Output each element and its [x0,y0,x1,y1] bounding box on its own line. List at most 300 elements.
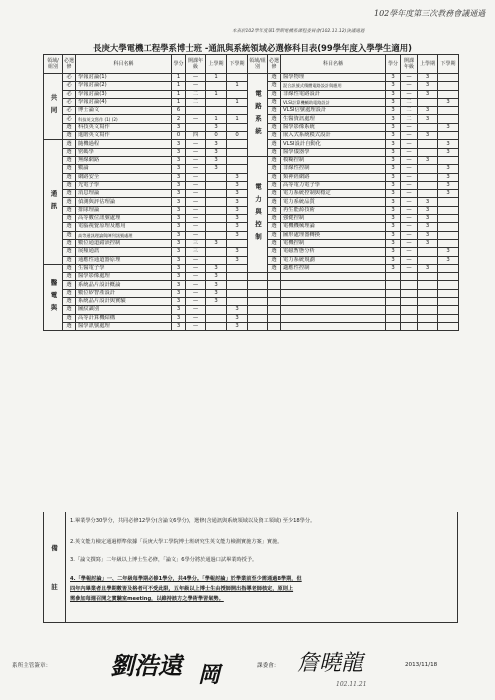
required-elective-cell: 選 [268,231,281,239]
grade-cell: — [401,165,418,173]
grade-cell: — [186,306,206,314]
grade-cell: — [401,256,418,264]
fall-semester-cell: 3 [418,231,438,239]
spring-semester-cell [438,107,459,115]
column-header: 必選修 [63,55,76,74]
grade-cell: — [401,148,418,156]
table-row [44,298,248,306]
empty-row [248,314,459,322]
group-label: 電力與控制 [248,156,268,272]
grade-cell: — [186,281,206,289]
required-elective-cell: 選 [268,256,281,264]
table-row [248,256,459,264]
spring-semester-cell: 3 [227,190,248,198]
credit-cell: 3 [172,140,186,148]
course-name-cell: 電機控制 [281,239,386,247]
spring-semester-cell: 1 [227,82,248,90]
required-elective-cell: 選 [268,140,281,148]
spring-semester-cell [438,156,459,164]
empty-cell [418,281,438,289]
empty-cell [248,306,268,314]
spring-semester-cell [227,273,248,281]
course-name-cell: 系統晶片設計概論 [76,281,172,289]
spring-semester-cell: 3 [438,248,459,256]
fall-semester-cell: 3 [418,239,438,247]
group-label: 電路系統 [248,74,268,157]
empty-cell [438,306,459,314]
credit-cell: 6 [172,107,186,115]
empty-cell [248,289,268,297]
credit-cell: 3 [172,289,186,297]
empty-row [248,298,459,306]
course-name-cell: 醫學儀器學 [281,148,386,156]
credit-cell: 3 [172,198,186,206]
empty-cell [401,314,418,322]
spring-semester-cell: 3 [227,223,248,231]
grade-cell: — [186,223,206,231]
fall-semester-cell: 3 [206,298,227,306]
required-elective-cell: 選 [268,206,281,214]
course-name-cell: 隨機過程 [76,140,172,148]
empty-cell [438,314,459,322]
grade-cell: — [186,322,206,330]
empty-cell [248,281,268,289]
handwritten-approval-note: 102學年度第三次教務會議通過 [374,9,486,18]
table-header-row [44,55,248,74]
credit-cell: 3 [172,264,186,272]
fall-semester-cell [418,165,438,173]
required-elective-cell: 必 [63,115,76,123]
required-elective-cell: 選 [63,223,76,231]
course-name-cell: 醫學訊號處理 [76,322,172,330]
credit-cell: 3 [172,165,186,173]
signature-row [0,640,495,690]
course-name-cell: 光電子學 [76,181,172,189]
empty-cell [248,314,268,322]
empty-cell [248,322,268,330]
table-row [44,90,248,98]
grade-cell: — [186,173,206,181]
fall-semester-cell: 3 [418,223,438,231]
course-table-right [247,54,459,331]
required-elective-cell: 選 [268,181,281,189]
spring-semester-cell [438,90,459,98]
fall-semester-cell: 3 [206,123,227,131]
credit-cell: 1 [172,74,186,82]
empty-cell [281,281,386,289]
spring-semester-cell: 3 [227,198,248,206]
required-elective-cell: 必 [63,98,76,106]
spring-semester-cell: 0 [227,132,248,140]
required-elective-cell: 選 [63,140,76,148]
committee-signature: 詹曉龍 [297,651,364,676]
table-row [44,198,248,206]
course-name-cell: 再生能源技術 [281,206,386,214]
grade-cell: — [186,314,206,322]
empty-cell [418,314,438,322]
empty-cell [268,298,281,306]
credit-cell: 3 [172,231,186,239]
grade-cell: — [401,198,418,206]
credit-cell: 3 [172,273,186,281]
fall-semester-cell: 3 [418,215,438,223]
table-row [248,132,459,140]
grade-cell: — [186,82,206,90]
empty-cell [386,298,401,306]
table-row [44,98,248,106]
course-name-cell: 電機機械理論 [281,223,386,231]
spring-semester-cell [227,298,248,306]
course-name-cell: 圖紋識別 [76,306,172,314]
grade-cell: 二 [401,115,418,123]
spring-semester-cell [227,123,248,131]
column-header: 科目名稱 [76,55,172,74]
required-elective-cell: 選 [63,198,76,206]
table-row [44,190,248,198]
fall-semester-cell: 3 [206,148,227,156]
spring-semester-cell: 3 [227,322,248,330]
empty-cell [386,314,401,322]
table-row [248,239,459,247]
course-name-cell: 非線性控制 [281,165,386,173]
spring-semester-cell: 3 [438,98,459,106]
grade-cell: 二 [401,107,418,115]
course-name-cell: 高等電力電子學 [281,181,386,189]
table-row [248,181,459,189]
credit-cell: 3 [172,123,186,131]
credit-cell: 3 [172,215,186,223]
course-name-cell: 無線網路 [76,156,172,164]
required-elective-cell: 選 [268,165,281,173]
fall-semester-cell: 3 [418,74,438,82]
note-4-line-1: 4.「學報討論」一、二年級每學期必修1學分，共4學分。「學報討論」於學業前至少需通過8學期，但 [70,576,302,582]
empty-cell [401,306,418,314]
course-name-cell: 偵測與評估理論 [76,198,172,206]
table-row [44,148,248,156]
table-row [44,115,248,123]
spring-semester-cell: 3 [438,256,459,264]
table-row [44,322,248,330]
empty-row [248,306,459,314]
required-elective-cell: 選 [63,123,76,131]
committee-label: 課委會： [257,663,280,669]
grade-cell: — [401,173,418,181]
note-4-line-2: 四年內畢業者且學期數皆及格者可不受此限，五年級以上博士生由授師開出指導老師核定，原則上 [70,586,294,592]
empty-cell [438,322,459,330]
credit-cell: 2 [172,115,186,123]
required-elective-cell: 選 [63,165,76,173]
fall-semester-cell: 0 [206,132,227,140]
spring-semester-cell: 1 [227,115,248,123]
table-row [248,190,459,198]
spring-semester-cell: 3 [227,306,248,314]
grade-cell: — [401,206,418,214]
course-name-cell: 網路安全 [76,173,172,181]
required-elective-cell: 選 [268,264,281,272]
table-row [44,156,248,164]
required-elective-cell: 選 [63,231,76,239]
table-row [248,198,459,206]
credit-cell: 3 [386,82,401,90]
required-elective-cell: 選 [268,148,281,156]
table-row [248,165,459,173]
empty-cell [281,306,386,314]
grade-cell: — [186,273,206,281]
course-name-cell: 博士論文 [76,107,172,115]
credit-cell: 3 [386,231,401,239]
grade-cell: — [186,231,206,239]
required-elective-cell: 選 [268,190,281,198]
fall-semester-cell [418,140,438,148]
empty-cell [386,289,401,297]
fall-semester-cell: 3 [206,156,227,164]
credit-cell: 3 [386,115,401,123]
fall-semester-cell [206,107,227,115]
table-row [248,248,459,256]
empty-cell [401,289,418,297]
credit-cell: 3 [386,190,401,198]
table-row [44,165,248,173]
table-row [248,123,459,131]
fall-semester-cell [206,231,227,239]
grade-cell [186,123,206,131]
course-name-cell: 學報討論(1) [76,74,172,82]
grade-cell: 二 [186,98,206,106]
spring-semester-cell [438,132,459,140]
grade-cell: — [186,74,206,82]
column-header: 下學期 [227,55,248,74]
empty-cell [268,281,281,289]
table-row [44,281,248,289]
course-name-cell: 混合訊號式積體電路設計與應用 [281,82,386,90]
note-1: 1.畢業學分30學分，共同必修12學分(含論文6學分)，選修(含通訊與系統領域以及資工領域) 至少18學分。 [70,518,316,524]
table-row [248,148,459,156]
empty-cell [268,314,281,322]
column-header: 領域/組別 [44,55,63,74]
fall-semester-cell: 3 [206,289,227,297]
grade-cell: — [186,165,206,173]
credit-cell: 3 [386,173,401,181]
table-row [44,223,248,231]
table-row [248,264,459,272]
empty-cell [401,273,418,281]
spring-semester-cell [227,239,248,247]
grade-cell: — [401,239,418,247]
column-header: 領域/組別 [248,55,268,74]
spring-semester-cell: 3 [227,181,248,189]
fall-semester-cell [206,206,227,214]
spring-semester-cell [227,74,248,82]
credit-cell: 3 [386,156,401,164]
fall-semester-cell: 1 [206,90,227,98]
column-header: 上學期 [206,55,227,74]
spring-semester-cell [227,90,248,98]
credit-cell: 3 [386,123,401,131]
required-elective-cell: 選 [63,298,76,306]
table-row [44,264,248,272]
course-name-cell: 數位矽智產設計 [76,289,172,297]
required-elective-cell: 選 [63,181,76,189]
course-name-cell: 學報討論(2) [76,82,172,90]
grade-cell: 二 [186,90,206,98]
course-name-cell: 高等通訊理論與陣列訊號處理 [76,231,172,239]
fall-semester-cell: 3 [418,90,438,98]
empty-cell [418,273,438,281]
table-row [44,181,248,189]
course-name-cell: 生醫資訊處理 [281,115,386,123]
credit-cell: 3 [172,314,186,322]
credit-cell: 3 [386,165,401,173]
empty-cell [418,298,438,306]
required-elective-cell: 選 [268,82,281,90]
course-name-cell: 消息理論 [76,190,172,198]
credit-cell: 3 [386,248,401,256]
fall-semester-cell [418,248,438,256]
fall-semester-cell: 1 [206,115,227,123]
course-name-cell: 電力系統規劃 [281,256,386,264]
credit-cell: 3 [172,223,186,231]
course-name-cell: 類神經網路 [281,173,386,181]
spring-semester-cell [438,231,459,239]
table-row [248,107,459,115]
empty-cell [281,289,386,297]
fall-semester-cell: 3 [418,115,438,123]
required-elective-cell: 選 [63,322,76,330]
credit-cell: 3 [172,256,186,264]
empty-cell [281,322,386,330]
empty-cell [268,273,281,281]
empty-row [248,281,459,289]
grade-cell: 二 [401,98,418,106]
credit-cell: 3 [386,140,401,148]
credit-cell: 3 [386,206,401,214]
fall-semester-cell [206,82,227,90]
fall-semester-cell [418,181,438,189]
required-elective-cell: 選 [63,281,76,289]
spring-semester-cell [227,165,248,173]
course-name-cell: 數論 [76,165,172,173]
spring-semester-cell: 3 [227,256,248,264]
fall-semester-cell: 1 [206,74,227,82]
fall-semester-cell: 3 [418,206,438,214]
spring-semester-cell: 3 [227,173,248,181]
notes-label-bottom: 註 [51,583,58,591]
grade-cell: — [186,115,206,123]
grade-cell: — [186,298,206,306]
spring-semester-cell: 3 [227,248,248,256]
director-signature: 劉浩遠 [110,651,182,680]
required-elective-cell: 必 [63,107,76,115]
note-4-line-3: 需參加每週召開之實驗室meeting，以維持該方之學術學習氣勢。 [70,596,224,602]
empty-cell [386,281,401,289]
column-header: 開課年級 [186,55,206,74]
spring-semester-cell [227,264,248,272]
required-elective-cell: 選 [268,215,281,223]
spring-semester-cell: 3 [438,173,459,181]
director-label: 系所主管簽章： [12,663,52,669]
spring-semester-cell [227,289,248,297]
course-name-cell: 通應性通道器原理 [76,256,172,264]
grade-cell: — [401,140,418,148]
course-name-cell: 展頻通訊 [76,248,172,256]
spring-semester-cell: 3 [438,148,459,156]
empty-cell [386,273,401,281]
course-name-cell: 非線性電路設計 [281,90,386,98]
fall-semester-cell [206,190,227,198]
empty-cell [438,298,459,306]
fall-semester-cell [418,98,438,106]
fall-semester-cell [418,256,438,264]
group-label: 通訊 [44,140,63,264]
grade-cell: — [186,140,206,148]
initials-signature: 岡 [198,662,221,688]
table-header-row [248,55,459,74]
table-row [44,273,248,281]
handwritten-date: 102.11.21 [336,681,367,688]
table-row [248,206,459,214]
grade-cell: — [401,181,418,189]
table-row [248,223,459,231]
table-row [44,132,248,140]
course-name-cell: 生醫電子學 [76,264,172,272]
course-name-cell: 進階英文寫作 [76,132,172,140]
grade-cell: — [186,181,206,189]
column-header: 學分 [172,55,186,74]
course-name-cell: 科技英文寫作 (1) (2) [76,115,172,123]
table-row [248,74,459,82]
required-elective-cell: 選 [268,123,281,131]
required-elective-cell: 選 [268,90,281,98]
empty-cell [418,289,438,297]
course-name-cell: 電腦視覺原理及應用 [76,223,172,231]
table-row [248,98,459,106]
credit-cell: 3 [172,190,186,198]
fall-semester-cell [206,98,227,106]
fall-semester-cell [418,190,438,198]
column-header: 必選修 [268,55,281,74]
spring-semester-cell [438,215,459,223]
spring-semester-cell [438,198,459,206]
spring-semester-cell: 3 [438,123,459,131]
table-row [248,215,459,223]
grade-cell: — [401,132,418,140]
spring-semester-cell: 3 [438,190,459,198]
empty-cell [268,289,281,297]
empty-cell [418,322,438,330]
credit-cell: 3 [386,256,401,264]
credit-cell: 3 [386,239,401,247]
grade-cell: — [186,190,206,198]
required-elective-cell: 選 [268,156,281,164]
credit-cell: 3 [386,148,401,156]
spring-semester-cell [227,156,248,164]
grade-cell: — [401,156,418,164]
required-elective-cell: 選 [268,248,281,256]
required-elective-cell: 選 [268,74,281,82]
course-name-cell: 科技英文寫作 [76,123,172,131]
empty-cell [386,322,401,330]
fall-semester-cell [206,198,227,206]
fall-semester-cell [206,256,227,264]
note-2: 2.英文能力檢定通過標準依據「長庚大學工學院博士班研究生英文能力檢測實施方案」實施。 [70,539,283,545]
course-name-cell: 模糊控制 [281,156,386,164]
required-elective-cell: 必 [63,82,76,90]
fall-semester-cell [206,181,227,189]
table-row [44,239,248,247]
fall-semester-cell: 3 [206,239,227,247]
course-name-cell: 醫學影像處理 [76,273,172,281]
table-row [44,140,248,148]
